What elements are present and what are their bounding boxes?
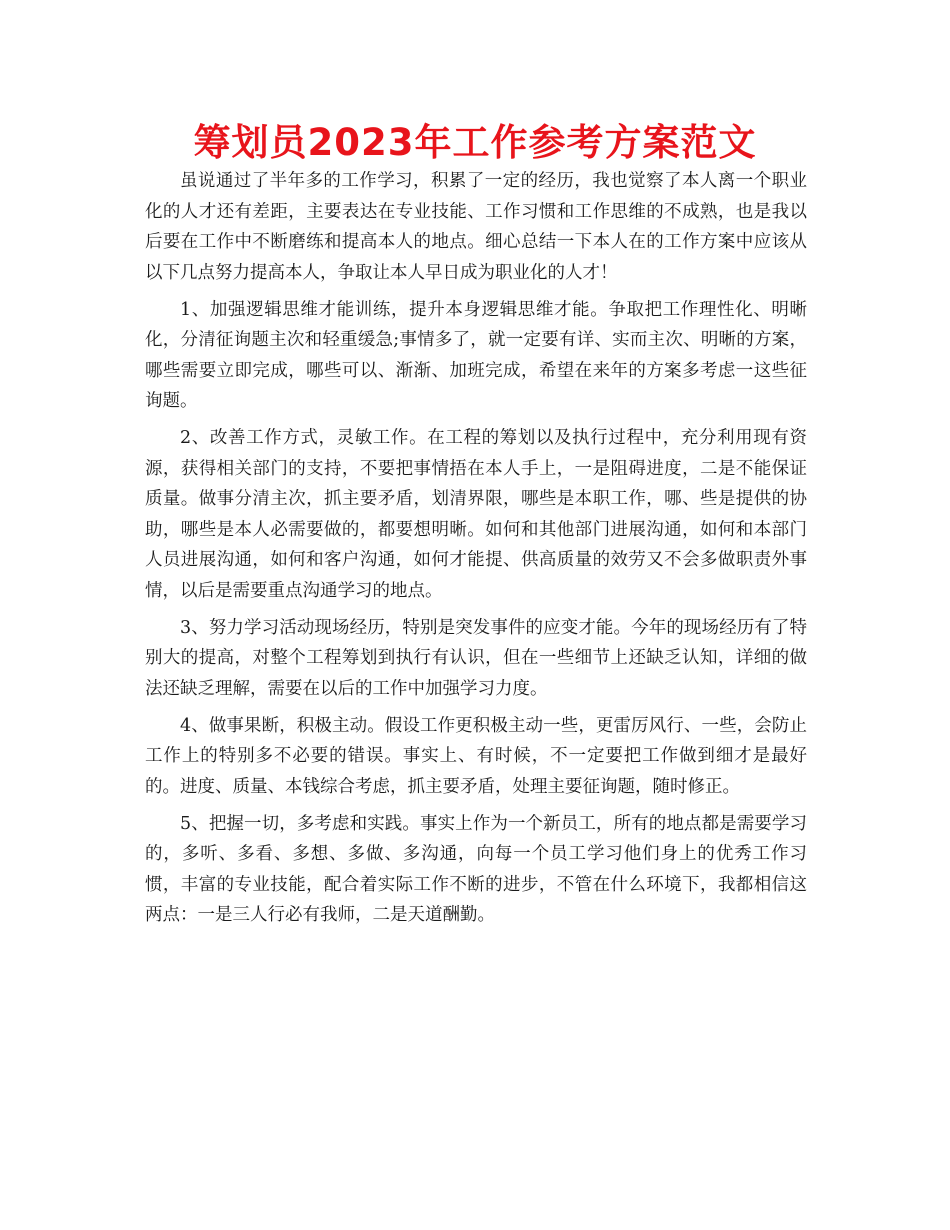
document-title: 筹划员2023年工作参考方案范文 (193, 121, 757, 164)
paragraph-point-1: 1、加强逻辑思维才能训练，提升本身逻辑思维才能。争取把工作理性化、明晰化，分清征询题主次和轻重缓急;事情多了，就一定要有详、实而主次、明晰的方案，哪些需要立即完成，哪些可以、渐渐、加班完成，希望在来年的方案多考虑一这些征询题。 (145, 299, 807, 411)
document-body (145, 166, 807, 937)
paragraph-point-3: 3、努力学习活动现场经历，特别是突发事件的应变才能。今年的现场经历有了特别大的提高，对整个工程筹划到执行有认识，但在一些细节上还缺乏认知，详细的做法还缺乏理解，需要在以后的工作中加强学习力度。 (145, 617, 807, 699)
paragraph-point-2: 2、改善工作方式，灵敏工作。在工程的筹划以及执行过程中，充分利用现有资源，获得相关部门的支持，不要把事情捂在本人手上，一是阻碍进度，二是不能保证质量。做事分清主次，抓主要矛盾，划清界限，哪些是本职工作，哪、些是提供的协助，哪些是本人必需要做的，都要想明晰。如何和其他部门进展沟通，如何和本部门人员进展沟通，如何和客户沟通，如何才能提、供高质量的效劳又不会多做职责外事情，以后是需要重点沟通学习的地点。 (145, 428, 807, 601)
paragraph-point-4: 4、做事果断，积极主动。假设工作更积极主动一些，更雷厉风行、一些，会防止工作上的特别多不必要的错误。事实上、有时候，不一定要把工作做到细才是最好的。进度、质量、本钱综合考虑，抓主要矛盾，处理主要征询题，随时修正。 (145, 715, 807, 797)
paragraph-point-5: 5、把握一切，多考虑和实践。事实上作为一个新员工，所有的地点都是需要学习的，多听、多看、多想、多做、多沟通，向每一个员工学习他们身上的优秀工作习惯，丰富的专业技能，配合着实际工作不断的进步，不管在什么环境下，我都相信这两点：一是三人行必有我师，二是天道酬勤。 (145, 813, 807, 925)
paragraph-intro: 虽说通过了半年多的工作学习，积累了一定的经历，我也觉察了本人离一个职业化的人才还有差距，主要表达在专业技能、工作习惯和工作思维的不成熟，也是我以后要在工作中不断磨练和提高本人的地点。细心总结一下本人在的工作方案中应该从以下几点努力提高本人，争取让本人早日成为职业化的人才！ (145, 171, 807, 283)
